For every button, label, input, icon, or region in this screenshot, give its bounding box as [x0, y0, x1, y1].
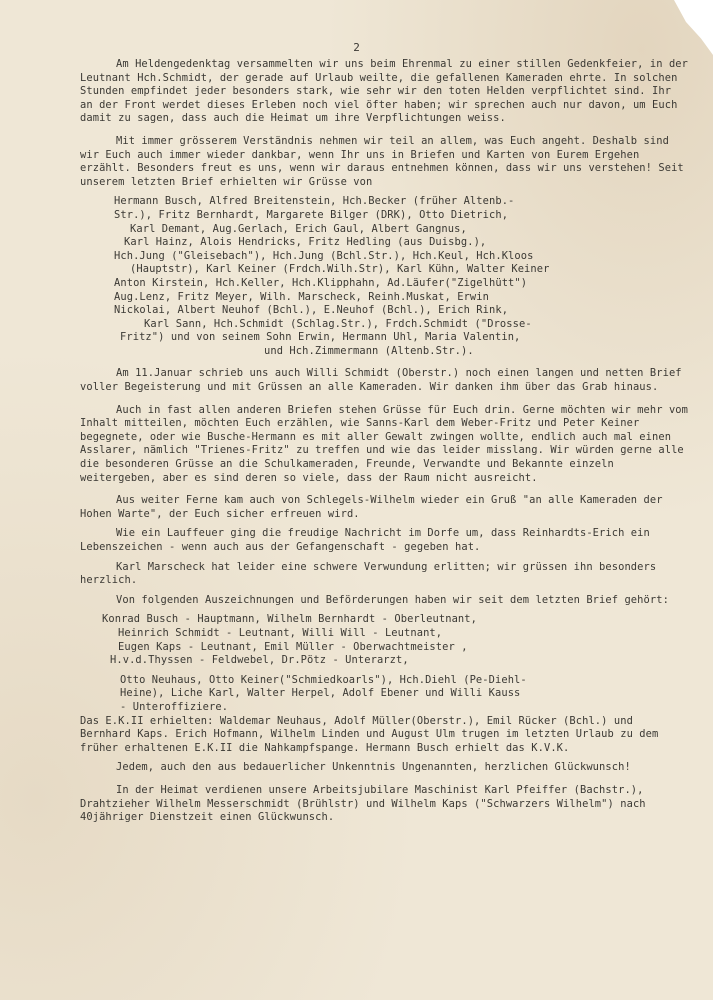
promotion-line: Konrad Busch - Hauptmann, Wilhelm Bernhardt - Oberleutnant,	[102, 613, 477, 626]
name-list-line: Anton Kirstein, Hch.Keller, Hch.Klipphahn, Ad.Läufer("Zigelhütt")	[114, 276, 528, 289]
paragraph-reinhardts-erich: Wie ein Lauffeuer ging die freudige Nachricht im Dorfe um, dass Reinhardts-Erich ein Lebenszeichen - wenn auch aus der Gefangenschaft - gegeben hat.	[80, 527, 650, 553]
name-list-line: Karl Hainz, Alois Hendricks, Fritz Hedling (aus Duisbg.),	[124, 236, 487, 249]
page-number: 2	[353, 41, 360, 54]
promotion-line: Heine), Liche Karl, Walter Herpel, Adolf Ebener und Willi Kauss	[120, 687, 521, 700]
greetings-name-list	[80, 195, 690, 358]
name-list-line: Fritz") und von seinem Sohn Erwin, Hermann Uhl, Maria Valentin,	[120, 331, 521, 344]
name-list-line: Karl Demant, Aug.Gerlach, Erich Gaul, Albert Gangnus,	[130, 222, 467, 235]
paragraph-marscheck: Karl Marscheck hat leider eine schwere Verwundung erlitten; wir grüssen ihn besonders herzlich.	[80, 560, 657, 587]
paragraph-jubilarians: In der Heimat verdienen unsere Arbeitsjubilare Maschinist Karl Pfeiffer (Bachstr.), Drahtzieher Wilhelm Messerschmidt (Brühlstr) und Wilhelm Kaps ("Schwarzers Wilhelm") nach 40jähriger Dienstzeit einen Glückwunsch.	[80, 783, 646, 824]
name-list-line: (Hauptstr), Karl Keiner (Frdch.Wilh.Str), Karl Kühn, Walter Keiner	[130, 263, 550, 276]
paragraph-schlegels-wilhelm: Aus weiter Ferne kam auch von Schlegels-Wilhelm wieder ein Gruß "an alle Kameraden der Hohen Warte", der Euch sicher erfreuen wird.	[80, 494, 663, 520]
promotions-list	[80, 613, 690, 714]
promotion-line: H.v.d.Thyssen - Feldwebel, Dr.Pötz - Unterarzt,	[110, 654, 409, 667]
paragraph-awards-intro: Von folgenden Auszeichnungen und Beförderungen haben wir seit dem letzten Brief gehört:	[116, 593, 669, 606]
name-list-line: Hch.Jung ("Gleisebach"), Hch.Jung (Bchl.Str.), Hch.Keul, Hch.Kloos	[114, 249, 534, 262]
name-list-line: Aug.Lenz, Fritz Meyer, Wilh. Marscheck, Reinh.Muskat, Erwin	[114, 290, 489, 303]
promotion-line: - Unteroffiziere.	[120, 700, 229, 713]
letter-body	[80, 58, 690, 825]
promotion-line: Eugen Kaps - Leutnant, Emil Müller - Oberwachtmeister ,	[118, 640, 468, 653]
paragraph-memorial: Am Heldengedenktag versammelten wir uns beim Ehrenmal zu einer stillen Gedenkfeier, in der Leutnant Hch.Schmidt, der gerade auf Urlaub weilte, die gefallenen Kameraden ehrte. In solchen Stunden empfindet jeder besonders stark, wie sehr wir den toten Helden verpflichtet sind. Ihr an der Front werdet dieses Erleben noch viel öfter haben; wir sprechen auch nur davon, um Euch damit zu sagen, dass auch die Heimat um ihre Verpflichtungen weiss.	[80, 58, 689, 125]
name-list-line: Str.), Fritz Bernhardt, Margarete Bilger (DRK), Otto Dietrich,	[114, 208, 509, 221]
name-list-line: Nickolai, Albert Neuhof (Bchl.), E.Neuhof (Bchl.), Erich Rink,	[114, 304, 509, 317]
promotion-line: Otto Neuhaus, Otto Keiner("Schmiedkoarls"), Hch.Diehl (Pe-Diehl-	[120, 673, 527, 686]
name-list-line: und Hch.Zimmermann (Altenb.Str.).	[264, 344, 474, 357]
name-list-line: Karl Sann, Hch.Schmidt (Schlag.Str.), Frdch.Schmidt ("Drosse-	[144, 317, 532, 330]
paragraph-other-letters: Auch in fast allen anderen Briefen stehen Grüsse für Euch drin. Gerne möchten wir mehr vom Inhalt mitteilen, möchten Euch erzählen, wie Sanns-Karl dem Weber-Fritz und Peter Keiner begegnete, oder wie Busche-Hermann es mit aller Gewalt zwingen wollte, endlich auch mal einen Asslarer, nämlich "Trienes-Fritz" zu treffen und wie das leider misslang. Wir würden gerne alle die besonderen Grüsse an die Schulkameraden, Freunde, Verwandte und Bekannte einzeln weitergeben, aber es sind deren so viele, dass der Raum nicht ausreicht.	[80, 403, 689, 484]
paragraph-ek-ii: Das E.K.II erhielten: Waldemar Neuhaus, Adolf Müller(Oberstr.), Emil Rücker (Bchl.) und Bernhard Kaps. Erich Hofmann, Wilhelm Linden und August Ulm trugen im letzten Urlaub zu dem früher erhaltenen E.K.II die Nahkampfspange. Hermann Busch erhielt das K.V.K.	[80, 714, 659, 754]
paragraph-congratulations: Jedem, auch den aus bedauerlicher Unkenntnis Ungenannten, herzlichen Glückwunsch!	[116, 761, 631, 774]
name-list-line: Hermann Busch, Alfred Breitenstein, Hch.Becker (früher Altenb.-	[114, 195, 515, 208]
promotion-line: Heinrich Schmidt - Leutnant, Willi Will - Leutnant,	[118, 626, 443, 639]
paragraph-understanding: Mit immer grösserem Verständnis nehmen wir teil an allem, was Euch angeht. Deshalb sind wir Euch auch immer wieder dankbar, wenn Ihr uns in Briefen und Karten von Eurem Ergehen erzählt. Besonders freut es uns, wenn wir daraus entnehmen können, dass wir uns verstehen! Seit unserem letzten Brief erhielten wir Grüsse von	[80, 134, 684, 188]
paragraph-willi-schmidt: Am 11.Januar schrieb uns auch Willi Schmidt (Oberstr.) noch einen langen und netten Brief voller Begeisterung und mit Grüssen an alle Kameraden. Wir danken ihm über das Grab hinaus.	[80, 367, 682, 394]
